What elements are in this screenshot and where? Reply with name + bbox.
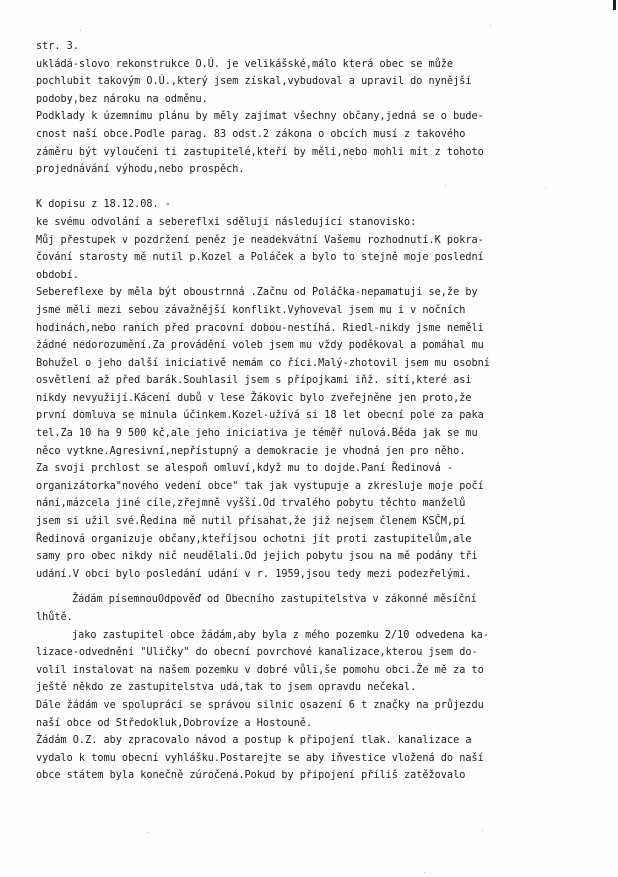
text-line: Dále žádám ve spolupráci se správou silnic osazení 6 t značky na průjezdu: [36, 699, 484, 711]
paragraph-requests: [36, 627, 606, 785]
text-line: nikdy nevyužijí.Kácení dubů v lese Žákovic bylo zveřejněne jen proto,že: [36, 392, 472, 404]
text-line: pochlubit takovým O.Ú.,který jsem získal,vybudoval a upravil do nynější: [36, 76, 472, 88]
text-line: Za svoji prchlost se alespoň omluví,když mu to dojde.Paní Ředinová -: [36, 463, 454, 475]
text-line: osvětlení až před barák.Souhlasil jsem s přípojkami iňž. sítí,které asi: [36, 375, 472, 387]
paragraph-written-reply-request: [36, 591, 606, 626]
text-line: jsem si užil své.Ředina mě nutil přísahat,že již nejsem členem KSČM,pí: [36, 516, 466, 528]
text-line: projednávání výhodu,nebo prospěch.: [36, 164, 245, 176]
text-line: žádné nedorozumění.Za provádění voleb jsem mu vždy poděkoval a pomáhal mu: [36, 340, 484, 352]
text-line: samy pro obec nikdy nič neudělali.Od jejich pobytu jsou na mě podány tři: [36, 551, 478, 563]
paragraph-letter-response: [36, 196, 606, 583]
text-line: období.: [36, 269, 79, 281]
scan-speck: [424, 872, 425, 873]
scan-edge-mark: [613, 0, 616, 10]
text-line: organizátorka"nového vedení obce" tak jak vystupuje a zkresluje moje počí: [36, 480, 484, 492]
scan-speck: [490, 25, 491, 26]
text-line: ještě někdo ze zastupitelstva udá,tak to jsem opravdu nečekal.: [36, 682, 417, 694]
text-line: lhůtě.: [36, 612, 73, 623]
text-line: ke svému odvolání a sebereflxi sděluji následující stanovisko:: [36, 216, 417, 228]
text-line: Bohužel o jeho další iniciativě nemám co říci.Malý-zhotovil jsem mu osobní: [36, 357, 490, 369]
scan-speck: [482, 830, 483, 831]
text-line: Můj přestupek v pozdržení peněz je neadekvátní Vašemu rozhodnutí.K pokra-: [36, 234, 484, 246]
paragraph-gap: [36, 179, 606, 197]
text-line: hodinách,nebo raních před pracovní dobou-nestíhá. Riedl-nikdy jsme neměli: [36, 322, 484, 334]
paragraph-zoning-plan: [36, 108, 606, 178]
text-line: Ředinová organizuje občany,kteříjsou ochotni jít proti zastupitelům,ale: [36, 533, 472, 545]
text-line: naší obce od Středokluk,Dobrovíze a Hostouně.: [36, 717, 313, 729]
text-line: čování starosty mě nutil p.Kozel a Poláček a bylo to stejně moje poslední: [36, 252, 484, 264]
text-line: první domluva se minula účinkem.Kozel-užívá si 18 let obecní pole za paka: [36, 410, 484, 422]
text-line: nání,mázcela jiné cíle,zřejmně vyšší.Od trvalého pobytu těchto manželů: [36, 498, 466, 510]
page-number: str. 3.: [36, 41, 79, 52]
text-line: tel.Za 10 ha 9 500 kč,ale jeho iniciativa je téměř nulová.Běda jak se mu: [36, 428, 478, 440]
text-line: Podklady k územnímu plánu by měly zajímat všechny občany,jedná se o bude-: [36, 111, 484, 123]
paragraph-reconstruction: [36, 56, 606, 109]
text-line: záměru být vyloučeni ti zastupitelé,kteří by měli,nebo mohli mít z tohoto: [36, 146, 484, 158]
text-line: Sebereflexe by měla být oboustrnná .Začnu od Poláčka-nepamatuji se,že by: [36, 287, 478, 299]
text-line: ukládá-slovo rekonstrukce O.Ú. je velikášské,málo která obec se může: [36, 58, 454, 70]
text-line: cnost naší obce.Podle parag. 83 odst.2 zákona o obcích musí z takového: [36, 128, 466, 140]
text-line: obce státem byla konečně zúročená.Pokud by připojení příliš zatěžovalo: [36, 770, 466, 782]
typewritten-text: [36, 38, 606, 785]
text-line: Žádám písemnouOdpověď od Obecního zastupitelstva v zákonné měsíční: [72, 594, 477, 606]
text-line: jako zastupitel obce žádám,aby byla z mého pozemku 2/10 odvedena ka-: [72, 629, 490, 641]
text-line: udání.V obci bylo posledání udání v r. 1959,jsou tedy mezi podezřelými.: [36, 568, 472, 580]
text-line: lizace-odvednění "Uličky" do obecní povrchové kanalizace,kterou jsem do-: [36, 647, 478, 659]
text-line: volil instalovat na našem pozemku v dobré vůli,še pomohu obci.Že mě za to: [36, 664, 484, 676]
paragraph-gap: [36, 583, 606, 591]
scan-speck: [80, 30, 81, 31]
text-line: vydalo k tomu obecní vyhlášku.Postarejte se aby iňvestice vložená do naší: [36, 752, 484, 764]
text-line: podoby,bez nároku na odměnu.: [36, 93, 208, 105]
scan-speck: [148, 832, 149, 833]
text-line: něco vytkne.Agresivní,nepřístupný a demokracie je vhodná jen pro něho.: [36, 445, 466, 457]
text-line: jsme měli mezi sebou závažnější konflikt.Vyhoveval jsem mu i v nočních: [36, 304, 466, 316]
text-line: Žádám O.Z. aby zpracovalo návod a postup k připojení tlak. kanalizace a: [36, 735, 472, 747]
section-heading: K dopisu z 18.12.08. -: [36, 199, 171, 211]
